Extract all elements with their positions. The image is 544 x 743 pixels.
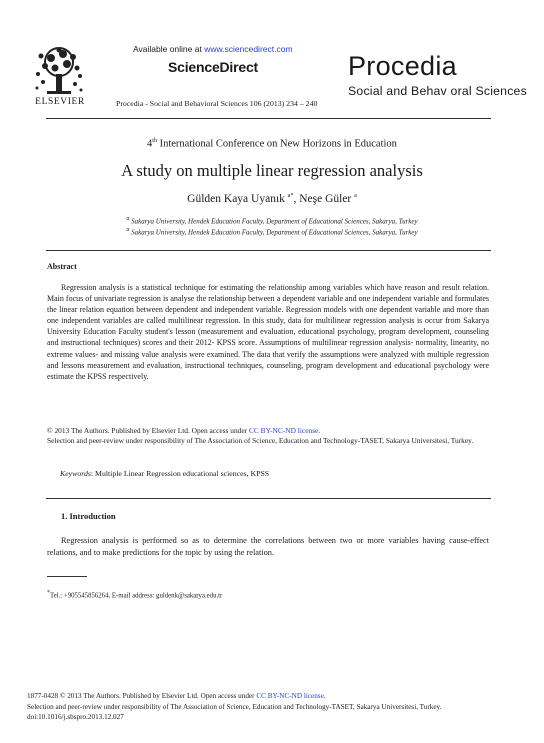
affiliation-1 — [0, 216, 544, 225]
sciencedirect-logo-text: ScienceDirect — [168, 59, 259, 75]
open-access-text: Open access under — [191, 426, 249, 435]
keywords-label: Keywords — [60, 469, 91, 478]
affiliation-1-marker: a — [126, 216, 130, 222]
elsevier-tree-logo — [33, 44, 85, 96]
abstract-bottom-rule — [46, 498, 491, 499]
header-rule — [46, 118, 491, 119]
paper-title: A study on multiple linear regression analysis — [121, 161, 423, 180]
conference-title — [0, 138, 544, 150]
footer-license-link[interactable]: CC BY-NC-ND license. — [256, 692, 326, 700]
author-1: Gülden Kaya Uyanık — [187, 193, 288, 205]
affiliation-2-marker: a — [126, 227, 130, 233]
page-footer — [27, 691, 527, 723]
affiliation-2-text: Sakarya University, Hendek Education Faculty, Department of Educational Sciences, Sakarya, Turkey — [129, 228, 418, 237]
journal-citation: Procedia - Social and Behavioral Sciences 106 (2013) 234 – 240 — [116, 99, 318, 108]
footer-doi: doi:10.1016/j.sbspro.2013.12.027 — [27, 713, 124, 721]
author-list — [0, 193, 544, 205]
procedia-logo-title: Procedia — [348, 51, 457, 81]
footer-line-1 — [27, 691, 527, 702]
footer-copyright: 1877-0428 © 2013 The Authors. Published by Elsevier Ltd. — [27, 692, 201, 700]
sciencedirect-url-link[interactable]: www.sciencedirect.com — [204, 44, 293, 54]
footnote-text: Tel.: +905545856264, E-mail address: guldenk@sakarya.edu.tr — [50, 592, 223, 600]
corresponding-author-footnote — [47, 590, 222, 599]
elsevier-label: ELSEVIER — [35, 97, 85, 107]
conference-number: 4 — [147, 138, 153, 150]
section-heading-introduction: 1. Introduction — [61, 511, 116, 521]
footnote-marker: * — [47, 590, 50, 596]
keywords-text: : Multiple Linear Regression educational sciences, KPSS — [90, 469, 270, 478]
abstract-heading: Abstract — [47, 262, 77, 271]
conference-name: International Conference on New Horizons in Education — [156, 138, 397, 150]
abstract-top-rule — [46, 250, 491, 251]
footer-line-2: Selection and peer-review under responsibility of The Association of Science, Education and Technology-TASET, Sakarya Universitesi, Turkey. — [27, 702, 442, 711]
keywords-line — [60, 469, 269, 478]
available-prefix: Available online at — [133, 44, 205, 54]
procedia-logo-subtitle: Social and Behav oral Sciences — [348, 84, 527, 98]
author-2-marker: a — [354, 193, 357, 200]
abstract-body: Regression analysis is a statistical technique for estimating the relationship among variables which have reason and result relation. Main focus of univariate regression is analyse the relationship between a dependent variable and one independent variable and formulates the linear relation equation between dependent and independent variable. Regression models with one dependent variable and more than one independent variables are called multilinear regression. In this study, data for multilinear regression analysis is occur from Sakarya University Education Faculty student's lesson (measurement and evaluation, educational psychology, program development, counseling and instructional techniques) scores and their 2012- KPSS score. Assumptions of multilinear regression analysis- normality, linearity, no extreme values- and missing value analysis were examined. The data that verify the assumptions were analyzed with multiple regression and lessons measurement and evaluation, instructional techniques, counseling, program development and educational psychology were estimate the KPSS respectively. — [47, 283, 489, 381]
copyright-text: © 2013 The Authors. Published by Elsevier Ltd. — [47, 426, 192, 435]
copyright-line — [47, 426, 489, 436]
available-online-line — [133, 44, 293, 54]
footer-open-access: Open access under — [200, 692, 257, 700]
footnote-rule — [47, 576, 87, 577]
peer-review-statement: Selection and peer-review under responsibility of The Association of Science, Education and Technology-TASET, Sakarya Universitesi, Turkey. — [47, 436, 474, 445]
license-link[interactable]: CC BY-NC-ND license. — [248, 426, 321, 435]
affiliation-1-text: Sakarya University, Hendek Education Faculty, Department of Educational Sciences, Sakarya, Turkey — [129, 217, 418, 226]
conference-ordinal: th — [152, 138, 157, 144]
author-1-marker: a* — [287, 193, 294, 200]
affiliation-2 — [0, 227, 544, 236]
author-separator: , Neşe Güler — [293, 193, 355, 205]
introduction-paragraph: Regression analysis is performed so as to determine the correlations between two or more variables having cause-effect relations, and to make predictions for the topic by using the relation. — [47, 536, 489, 557]
